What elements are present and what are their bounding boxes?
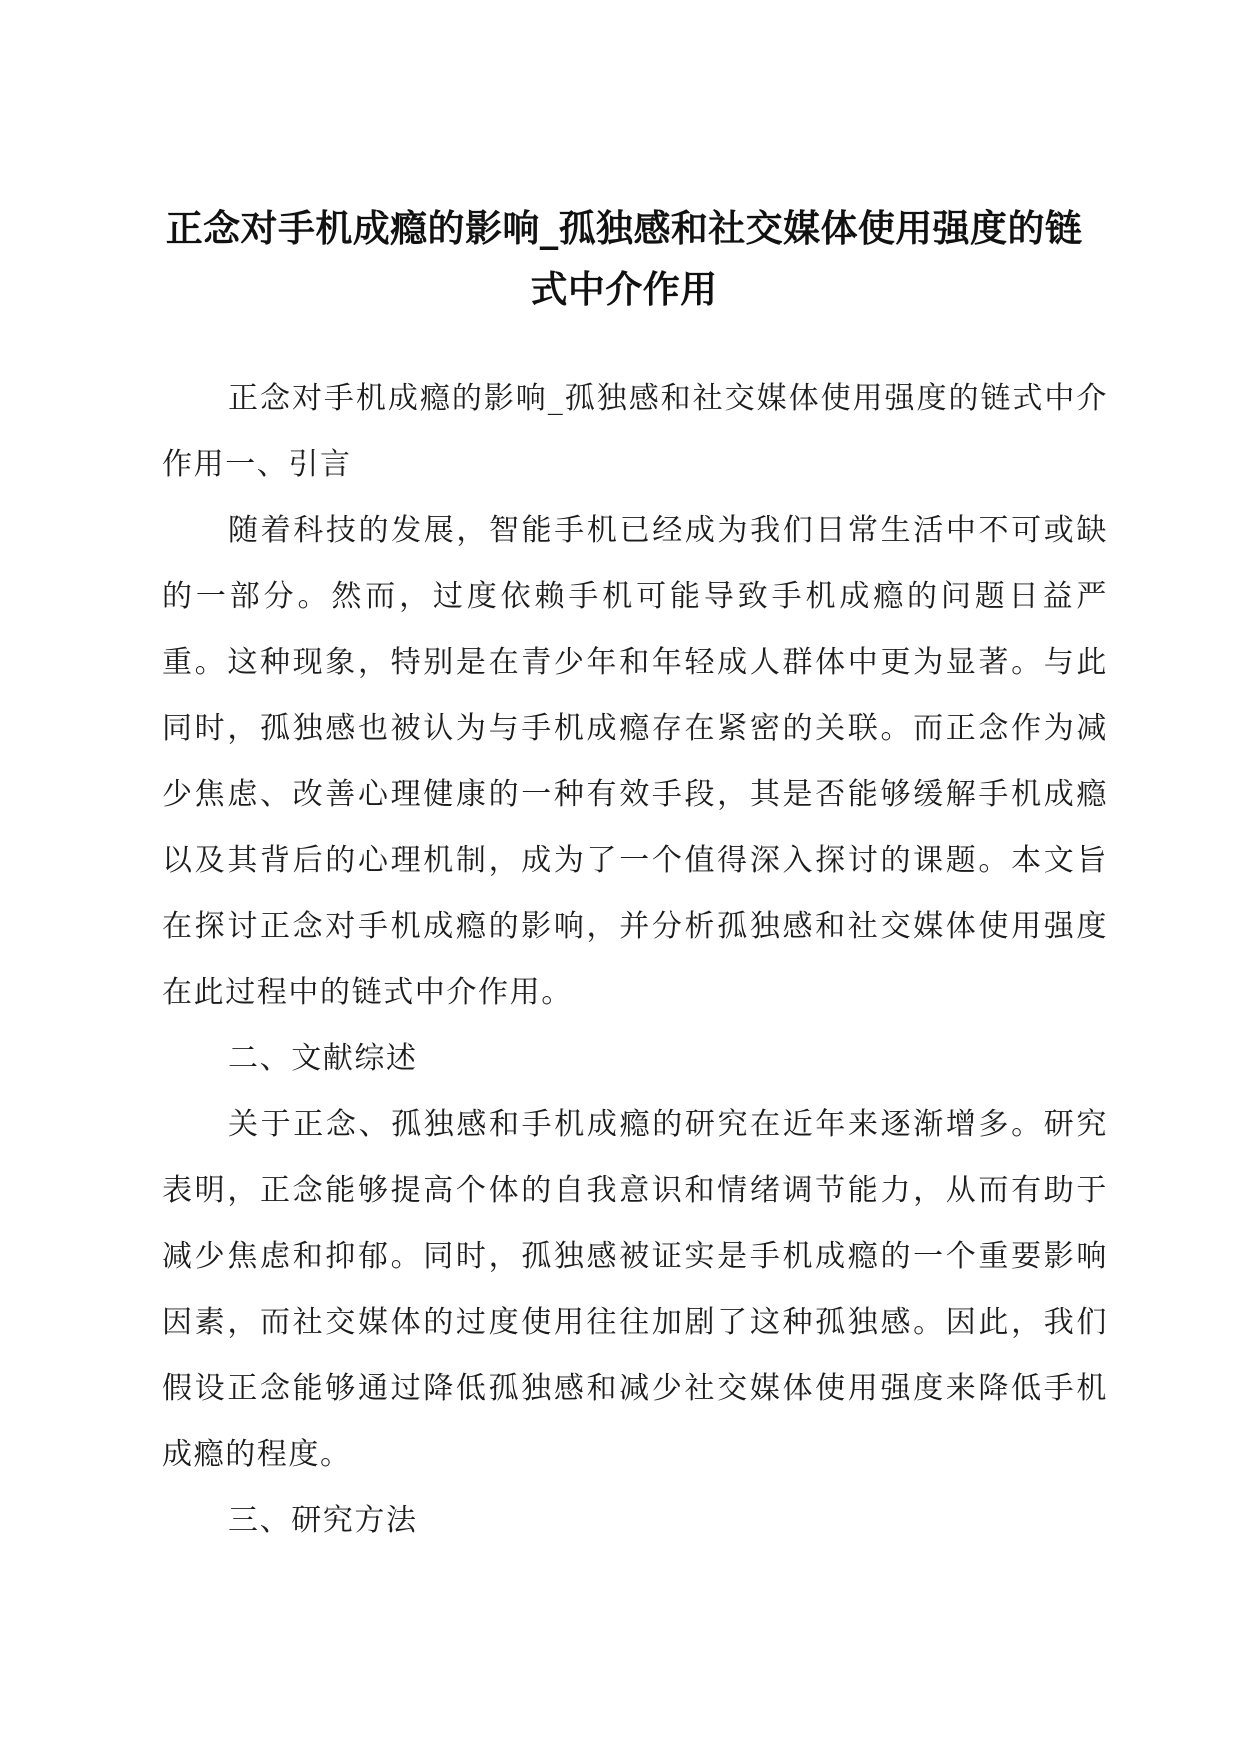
section-heading-literature-review: 二、文献综述 xyxy=(228,1041,418,1076)
section-heading-research-methods: 三、研究方法 xyxy=(228,1503,418,1538)
paragraph-literature-review: 关于正念、孤独感和手机成瘾的研究在近年来逐渐增多。研究表明，正念能够提高个体的自我意识和情绪调节能力，从而有助于减少焦虑和抑郁。同时，孤独感被证实是手机成瘾的一个重要影响因素，而社交媒体的过度使用往往加剧了这种孤独感。因此，我们假设正念能够通过降低孤独感和减少社交媒体使用强度来降低手机成瘾的程度。 xyxy=(162,1107,1108,1472)
paragraph-introduction: 随着科技的发展，智能手机已经成为我们日常生活中不可或缺的一部分。然而，过度依赖手机可能导致手机成瘾的问题日益严重。这种现象，特别是在青少年和年轻成人群体中更为显著。与此同时，孤独感也被认为与手机成瘾存在紧密的关联。而正念作为减少焦虑、改善心理健康的一种有效手段，其是否能够缓解手机成瘾以及其背后的心理机制，成为了一个值得深入探讨的课题。本文旨在探讨正念对手机成瘾的影响，并分析孤独感和社交媒体使用强度在此过程中的链式中介作用。 xyxy=(162,513,1108,1010)
intro-line: 正念对手机成瘾的影响_孤独感和社交媒体使用强度的链式中介作用一、引言 xyxy=(162,381,1108,482)
document-title: 正念对手机成瘾的影响_孤独感和社交媒体使用强度的链式中介作用 xyxy=(165,207,1083,311)
document-body xyxy=(162,366,1108,1554)
